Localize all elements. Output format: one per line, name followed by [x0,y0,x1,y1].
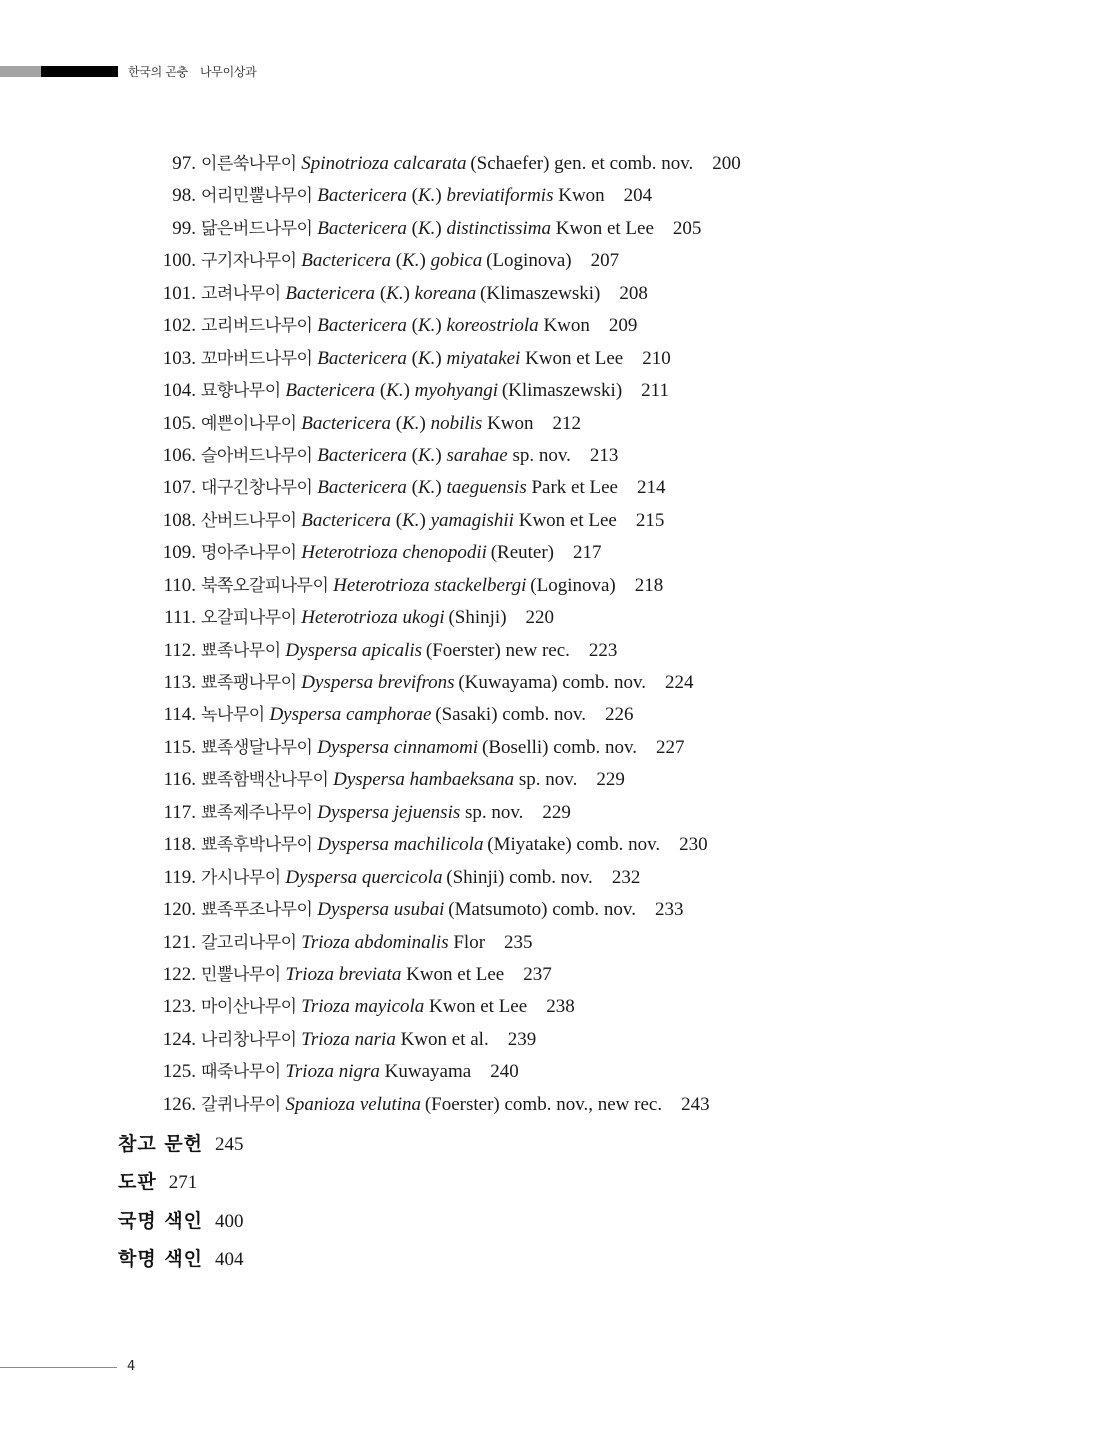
entry-page-number: 238 [546,996,575,1018]
toc-entry[interactable] [0,180,1100,212]
entry-author: (Loginova) [486,250,572,272]
entry-body [201,310,637,342]
entry-body [201,408,581,440]
entry-genus: Bactericera [317,315,407,337]
entry-page-number: 207 [590,250,620,272]
entry-genus: Heterotrioza [301,542,398,564]
entry-species: machilicola [393,834,484,856]
toc-entry[interactable] [0,602,1100,634]
entry-number: 106. [162,444,196,466]
entry-body [201,699,634,731]
entry-species: calcarata [393,153,467,174]
entry-body [201,764,625,796]
entry-species: camphorae [345,704,432,726]
toc-entry[interactable] [0,862,1100,894]
entry-species: mayicola [354,996,425,1018]
entry-body [201,472,665,504]
entry-genus: Dyspersa [317,801,389,823]
entry-subgenus: (K.) [411,477,442,499]
entry-genus: Trioza [285,1061,334,1083]
entry-page-number: 237 [523,963,552,985]
entry-author: Flor [453,931,486,953]
entry-genus: Dyspersa [317,899,389,921]
entry-korean-name: 산버드나무이 [201,510,297,531]
entry-genus: Dyspersa [317,736,389,758]
entry-page-number: 240 [490,1061,519,1083]
header-bar-black [41,66,118,77]
toc-entry[interactable] [0,343,1100,375]
entry-subgenus: (K.) [379,282,410,304]
entry-body [201,245,619,277]
entry-body [201,213,701,245]
entry-subgenus-abbrev: K. [402,509,420,531]
entry-genus: Spanioza [285,1093,356,1115]
entry-number: 117. [163,801,196,823]
toc-entry[interactable] [0,635,1100,667]
toc-entry[interactable] [0,245,1100,277]
entry-genus: Bactericera [317,477,407,499]
entry-species: hambaeksana [409,769,515,791]
entry-subgenus: (K.) [379,380,410,402]
entry-species: koreana [414,282,477,304]
entry-number: 121. [162,931,196,953]
entry-body [201,829,708,861]
entry-body [201,667,694,699]
section-page-number: 404 [215,1248,244,1270]
entry-species: yamagishii [430,509,514,531]
entry-body [201,635,617,667]
entry-body [201,537,602,569]
toc-entry[interactable] [0,764,1100,796]
entry-subgenus: (K.) [411,217,442,239]
entry-number: 97. [172,153,196,174]
toc-entry[interactable] [0,440,1100,472]
entry-korean-name: 녹나무이 [201,705,265,726]
entry-number: 115. [163,736,196,758]
entry-genus: Bactericera [317,185,407,207]
entry-korean-name: 북쪽오갈피나무이 [201,575,329,596]
section-page-number: 245 [215,1134,244,1155]
entry-subgenus: (K.) [395,509,426,531]
entry-subgenus-abbrev: K. [386,282,404,304]
toc-entry[interactable] [0,894,1100,926]
entry-page-number: 243 [681,1093,710,1115]
entry-species: quercicola [361,866,443,888]
entry-body [201,991,575,1023]
entry-number: 105. [162,412,196,434]
toc-entry[interactable] [0,959,1100,991]
entry-page-number: 235 [504,931,533,953]
section-title: 참고 문헌 [118,1133,204,1155]
entry-korean-name: 슬아버드나무이 [201,445,313,466]
toc-entry[interactable] [0,829,1100,861]
entry-korean-name: 민뿔나무이 [201,964,281,985]
entry-species: brevifrons [377,672,455,693]
entry-author: (Reuter) [490,542,555,564]
entry-subgenus-abbrev: K. [417,347,436,369]
entry-subgenus: (K.) [411,315,442,337]
entry-body [201,1024,536,1056]
table-of-contents [0,148,1100,1121]
entry-author: (Kuwayama) comb. nov. [458,672,646,693]
entry-page-number: 200 [712,153,741,174]
back-matter-sections [118,1127,244,1280]
entry-author: Kwon [487,412,534,434]
entry-author: Kwon et al. [400,1028,489,1050]
entry-species: chenopodii [402,542,487,564]
entry-author: (Klimaszewski) [501,380,623,402]
entry-korean-name: 가시나무이 [201,867,281,888]
entry-number: 125. [162,1061,196,1083]
toc-entry[interactable] [0,667,1100,699]
header-chapter-title: 나무이상과 [199,64,257,79]
entry-number: 116. [163,769,196,791]
entry-number: 123. [162,996,196,1018]
entry-genus: Dyspersa [333,769,405,791]
entry-body [201,732,684,764]
entry-species: breviatiformis [446,185,554,207]
entry-species: distinctissima [446,217,552,239]
entry-body [201,505,664,537]
entry-genus: Dyspersa [285,639,358,661]
entry-species: naria [354,1028,396,1050]
entry-species: cinnamomi [393,736,479,758]
entry-species: miyatakei [446,347,521,369]
toc-entry[interactable] [0,1024,1100,1056]
entry-page-number: 212 [552,412,582,434]
entry-korean-name: 뾰족팽나무이 [201,673,297,693]
toc-entry[interactable] [0,699,1100,731]
entry-species: ukogi [402,607,445,629]
entry-species: stackelbergi [434,574,527,596]
entry-page-number: 233 [654,899,684,921]
toc-entry[interactable] [0,505,1100,537]
entry-korean-name: 마이산나무이 [201,997,297,1018]
entry-korean-name: 갈퀴나무이 [201,1094,281,1115]
section-entry[interactable] [118,1242,244,1280]
entry-author: (Klimaszewski) [480,282,601,304]
entry-number: 107. [162,477,196,499]
entry-species: nigra [338,1061,380,1083]
entry-subgenus: (K.) [411,347,442,369]
toc-entry[interactable] [0,797,1100,829]
toc-entry[interactable] [0,213,1100,245]
page-number: 4 [127,1359,136,1374]
entry-species: velutina [359,1093,422,1115]
entry-genus: Dyspersa [285,866,358,888]
entry-number: 118. [163,834,196,856]
entry-page-number: 230 [679,834,708,856]
entry-author: sp. nov. [512,444,571,466]
toc-entry[interactable] [0,1089,1100,1121]
entry-subgenus-abbrev: K. [402,412,420,434]
entry-page-number: 239 [507,1028,537,1050]
entry-korean-name: 대구긴창나무이 [201,478,313,499]
toc-entry[interactable] [0,1056,1100,1088]
entry-number: 104. [162,380,196,402]
entry-korean-name: 뾰족제주나무이 [201,802,313,823]
entry-genus: Bactericera [301,250,391,272]
entry-genus: Heterotrioza [333,574,430,596]
entry-subgenus: (K.) [411,444,442,466]
entry-subgenus-abbrev: K. [402,250,420,272]
entry-korean-name: 뾰족나무이 [201,640,281,661]
toc-entry[interactable] [0,991,1100,1023]
entry-genus: Trioza [301,1028,350,1050]
entry-author: (Matsumoto) comb. nov. [448,899,636,921]
entry-korean-name: 어리민뿔나무이 [201,186,313,207]
toc-entry[interactable] [0,148,1100,180]
entry-genus: Heterotrioza [301,607,398,629]
entry-genus: Spinotrioza [301,153,389,174]
entry-author: (Sasaki) comb. nov. [435,704,587,726]
entry-genus: Trioza [301,996,350,1018]
running-header [0,63,256,79]
entry-body [201,1056,519,1088]
entry-subgenus: (K.) [395,250,426,272]
entry-species: sarahae [446,444,508,466]
entry-number: 100. [162,250,196,272]
toc-entry[interactable] [0,570,1100,602]
entry-page-number: 215 [635,509,665,531]
entry-author: (Foerster) new rec. [425,639,570,661]
entry-species: taeguensis [446,477,527,499]
section-title: 국명 색인 [118,1209,204,1232]
entry-page-number: 223 [588,639,618,661]
entry-body [201,278,648,310]
entry-number: 122. [162,963,196,985]
entry-genus: Dyspersa [301,672,374,693]
toc-entry[interactable] [0,278,1100,310]
entry-author: Kwon [558,185,605,207]
entry-page-number: 226 [605,704,634,726]
entry-page-number: 211 [641,380,669,402]
entry-body [201,343,671,375]
entry-page-number: 205 [672,217,702,239]
entry-korean-name: 고리버드나무이 [201,316,313,337]
entry-species: jejuensis [393,801,461,823]
section-page-number: 400 [215,1210,244,1232]
entry-body [201,375,669,407]
entry-number: 113. [163,672,196,693]
entry-page-number: 210 [642,347,671,369]
entry-page-number: 220 [525,607,555,629]
entry-genus: Dyspersa [269,704,342,726]
entry-species: abdominalis [354,931,449,953]
entry-korean-name: 뾰족생달나무이 [201,737,313,758]
entry-genus: Bactericera [317,217,407,239]
entry-genus: Trioza [301,931,350,953]
entry-page-number: 217 [573,542,602,564]
entry-body [201,570,663,602]
entry-page-number: 204 [623,185,653,207]
entry-page-number: 232 [611,866,641,888]
entry-number: 111. [164,607,196,629]
footer-rule [0,1367,117,1368]
entry-subgenus-abbrev: K. [417,315,436,337]
entry-subgenus-abbrev: K. [417,477,436,499]
entry-body [201,894,683,926]
entry-korean-name: 닮은버드나무이 [201,218,313,239]
entry-number: 109. [162,542,196,564]
section-title: 도판 [118,1171,157,1194]
entry-author: (Schaefer) gen. et comb. nov. [470,153,694,174]
entry-number: 124. [162,1028,196,1050]
entry-author: Kwon et Lee [525,347,624,369]
entry-number: 102. [162,315,196,337]
entry-number: 108. [162,509,196,531]
entry-body [201,959,552,991]
entry-number: 119. [163,866,196,888]
entry-genus: Bactericera [317,347,407,369]
section-page-number: 271 [168,1172,198,1194]
entry-body [201,862,640,894]
entry-korean-name: 갈고리나무이 [201,932,297,953]
entry-author: (Loginova) [530,574,616,596]
entry-korean-name: 구기자나무이 [201,251,297,272]
entry-subgenus-abbrev: K. [417,217,436,239]
entry-number: 101. [162,282,196,304]
section-entry[interactable] [118,1127,244,1165]
entry-genus: Bactericera [301,412,391,434]
entry-body [201,180,652,212]
entry-korean-name: 묘향나무이 [201,381,281,402]
toc-entry[interactable] [0,310,1100,342]
entry-genus: Bactericera [301,509,391,531]
entry-number: 114. [163,704,196,726]
toc-entry[interactable] [0,375,1100,407]
entry-korean-name: 뾰족후박나무이 [201,835,313,856]
entry-korean-name: 이른쑥나무이 [201,154,297,174]
entry-korean-name: 예쁜이나무이 [201,413,297,434]
entry-author: sp. nov. [465,801,524,823]
entry-genus: Trioza [285,963,334,985]
entry-subgenus: (K.) [411,185,442,207]
entry-author: Kuwayama [384,1061,472,1083]
entry-genus: Bactericera [285,282,376,304]
entry-korean-name: 오갈피나무이 [201,608,297,629]
entry-korean-name: 꼬마버드나무이 [201,348,313,369]
entry-page-number: 229 [596,769,625,791]
entry-author: (Shinji) comb. nov. [446,866,593,888]
entry-page-number: 214 [636,477,666,499]
entry-author: (Miyatake) comb. nov. [487,834,661,856]
entry-author: Kwon et Lee [518,509,617,531]
entry-genus: Bactericera [285,380,376,402]
section-entry[interactable] [118,1204,244,1242]
entry-species: koreostriola [446,315,539,337]
header-book-title: 한국의 곤충 [128,64,188,79]
entry-author: Park et Lee [531,477,618,499]
entry-species: nobilis [430,412,483,434]
entry-subgenus-abbrev: K. [417,444,436,466]
toc-entry[interactable] [0,472,1100,504]
toc-entry[interactable] [0,732,1100,764]
entry-subgenus: (K.) [395,412,426,434]
entry-korean-name: 명아주나무이 [201,543,297,564]
entry-number: 126. [162,1093,196,1115]
entry-species: usubai [393,899,445,921]
entry-body [201,927,533,959]
entry-subgenus-abbrev: K. [386,380,404,402]
entry-author: Kwon [543,315,590,337]
entry-number: 112. [163,639,196,661]
entry-author: Kwon et Lee [555,217,654,239]
entry-number: 98. [172,185,196,207]
entry-author: Kwon et Lee [406,963,505,985]
entry-genus: Bactericera [317,444,407,466]
section-title: 학명 색인 [118,1247,204,1270]
entry-author: (Foerster) comb. nov., new rec. [424,1093,663,1115]
entry-species: apicalis [361,639,423,661]
entry-page-number: 209 [608,315,638,337]
entry-author: sp. nov. [518,769,578,791]
entry-page-number: 218 [634,574,664,596]
entry-korean-name: 때죽나무이 [201,1062,281,1083]
entry-species: gobica [430,250,483,272]
entry-subgenus-abbrev: K. [417,185,436,207]
entry-author: Kwon et Lee [429,996,528,1018]
toc-entry[interactable] [0,537,1100,569]
entry-number: 120. [162,899,196,921]
entry-body [201,797,571,829]
entry-page-number: 208 [619,282,648,304]
entry-number: 103. [162,347,196,369]
entry-page-number: 227 [655,736,685,758]
entry-body [201,148,741,180]
entry-korean-name: 고려나무이 [201,283,281,304]
entry-author: (Boselli) comb. nov. [482,736,637,758]
entry-species: breviata [338,963,402,985]
entry-page-number: 229 [542,801,571,823]
entry-number: 110. [163,574,196,596]
entry-genus: Dyspersa [317,834,389,856]
header-bar-gray [0,66,41,77]
entry-body [201,602,554,634]
entry-body [201,440,618,472]
entry-korean-name: 뾰족함백산나무이 [201,770,329,791]
section-entry[interactable] [118,1165,244,1203]
entry-author: (Shinji) [448,607,507,629]
entry-korean-name: 나리창나무이 [201,1029,297,1050]
toc-entry[interactable] [0,408,1100,440]
entry-page-number: 213 [589,444,619,466]
entry-species: myohyangi [414,380,499,402]
entry-korean-name: 뾰족푸조나무이 [201,900,313,921]
entry-page-number: 224 [665,672,694,693]
entry-body [201,1089,710,1121]
toc-entry[interactable] [0,927,1100,959]
entry-number: 99. [172,217,196,239]
